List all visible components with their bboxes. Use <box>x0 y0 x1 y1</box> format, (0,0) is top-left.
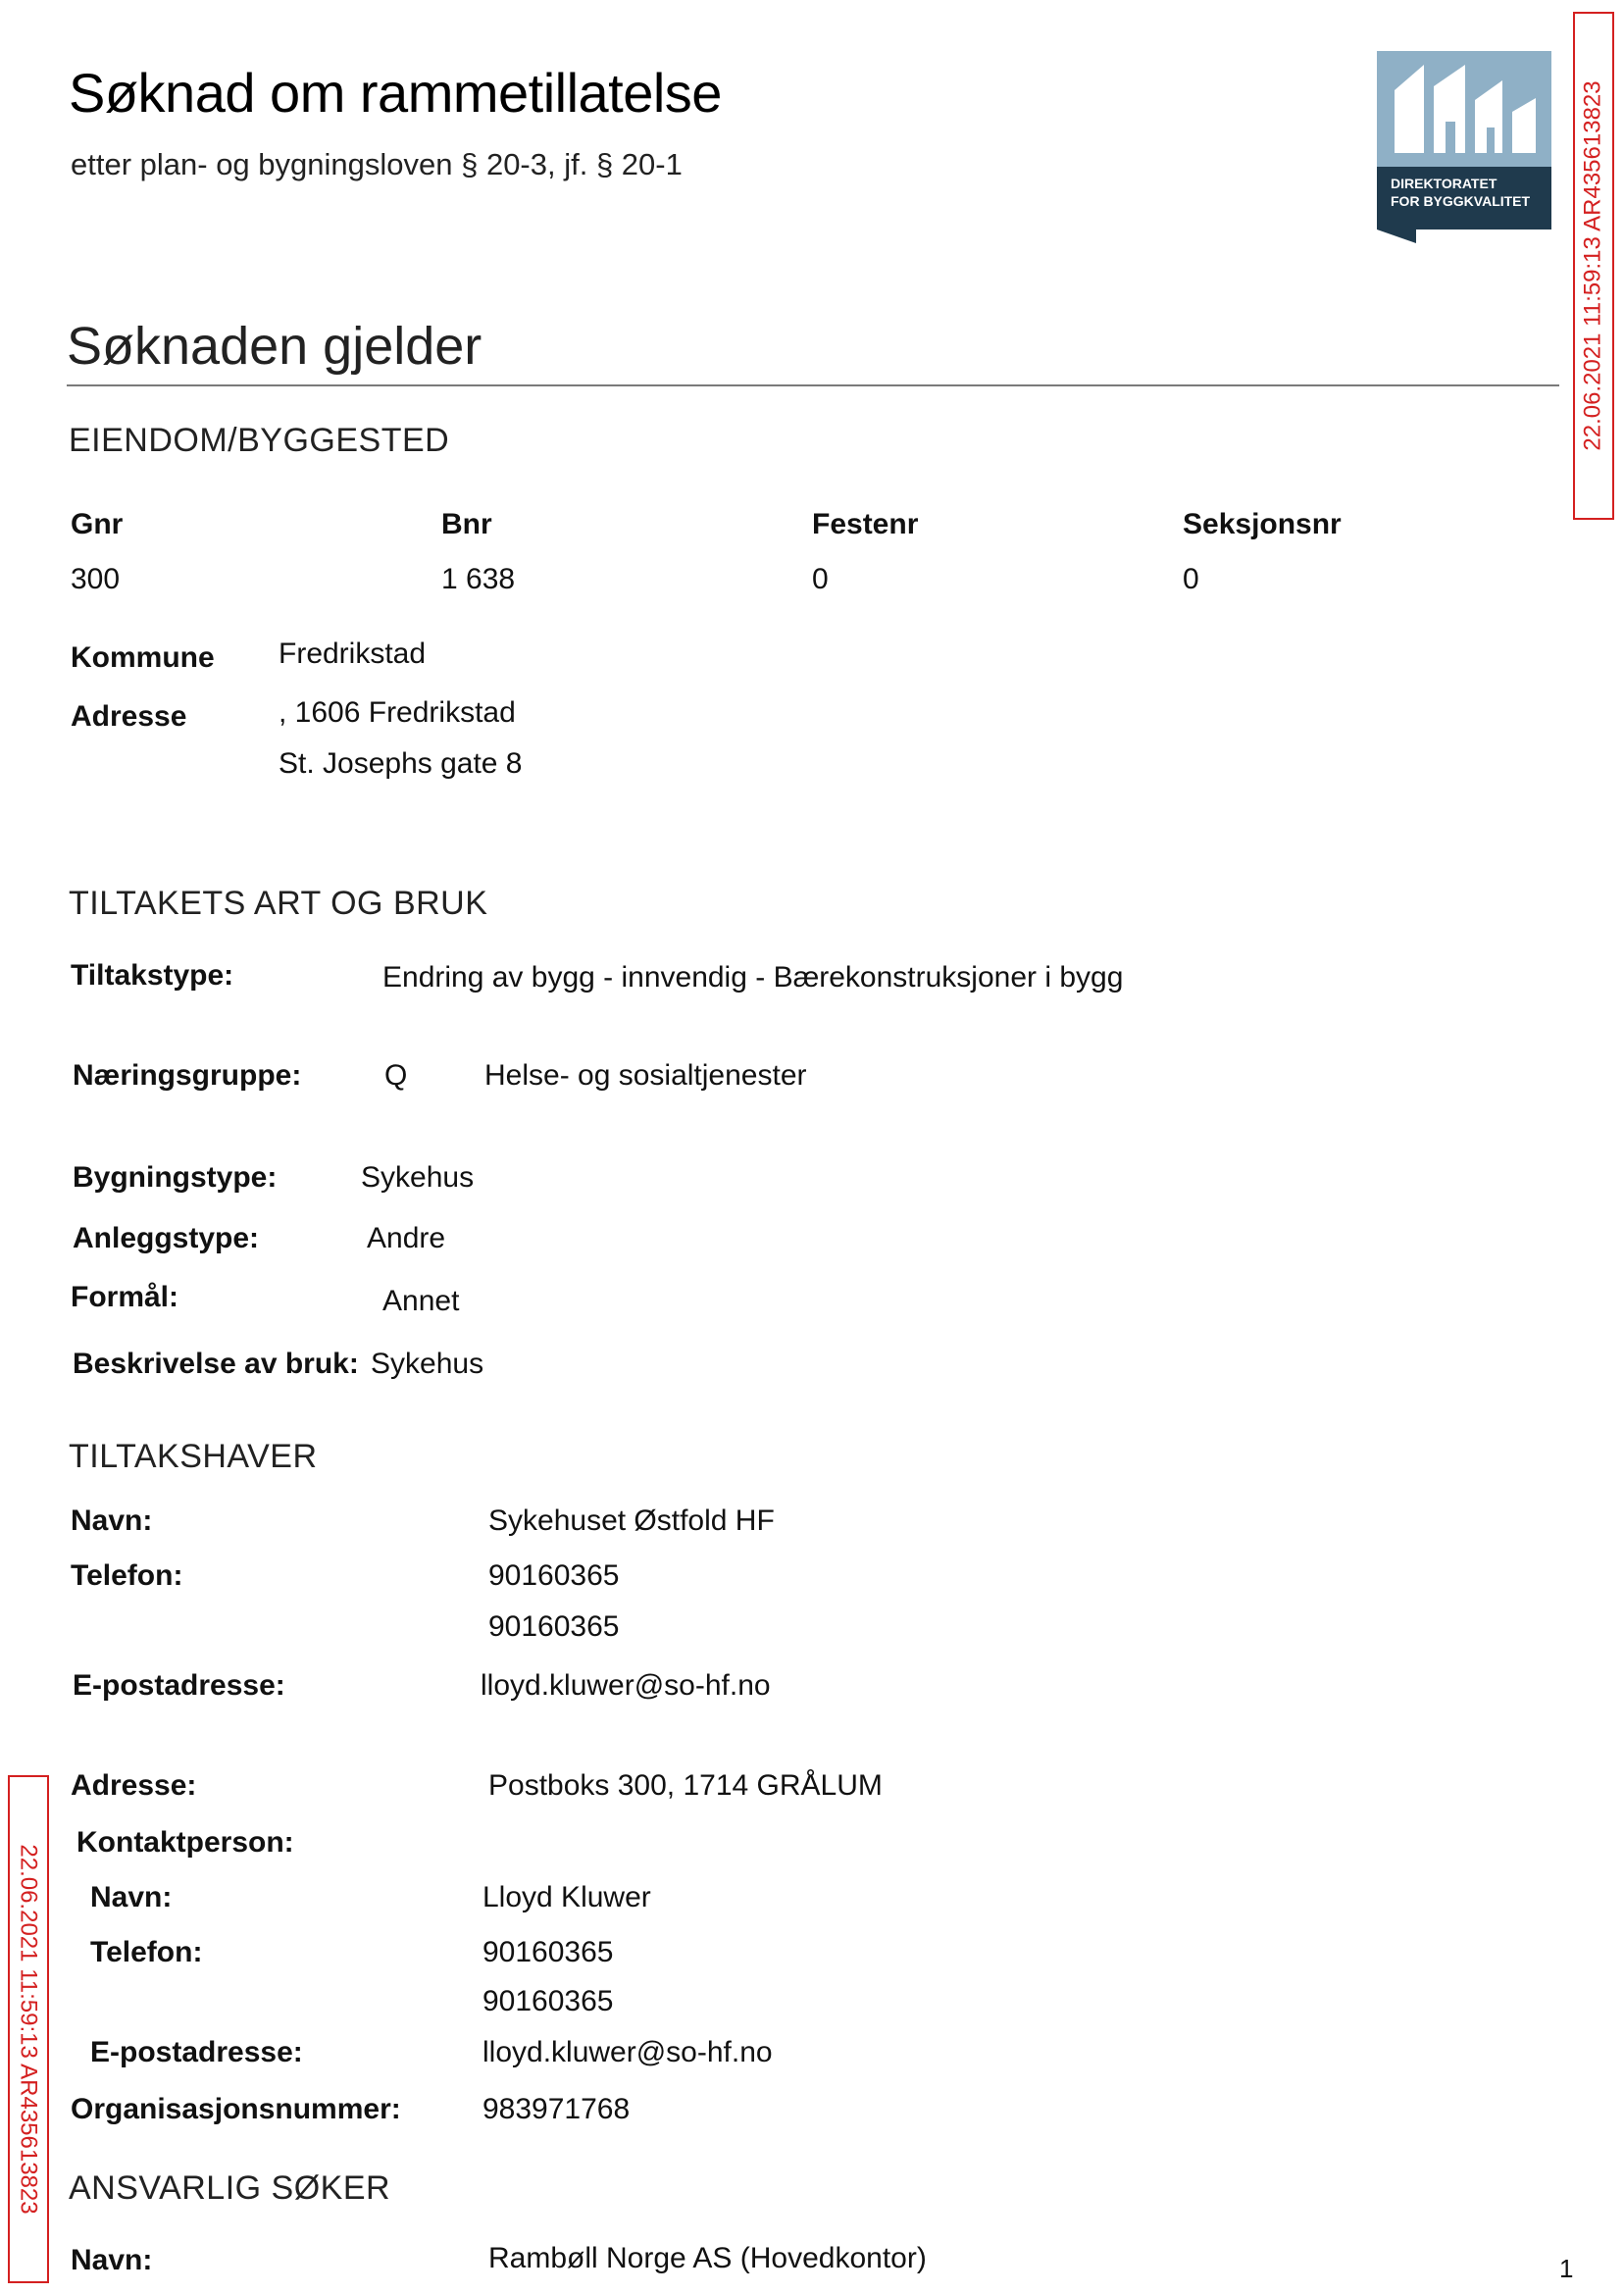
section-eiendom: EIENDOM/BYGGESTED <box>69 422 450 459</box>
logo-text-line2: FOR BYGGKVALITET <box>1391 193 1531 209</box>
main-heading: Søknaden gjelder <box>67 317 482 376</box>
anleggstype-label: Anleggstype: <box>73 1222 260 1254</box>
kommune-value: Fredrikstad <box>279 637 427 670</box>
section-ansvarlig-soker: ANSVARLIG SØKER <box>69 2169 391 2207</box>
dibk-logo <box>1377 51 1551 243</box>
dibk-logo-mark <box>1377 51 1551 243</box>
section-tiltak: TILTAKETS ART OG BRUK <box>69 885 488 922</box>
tiltakshaver-epost-label: E-postadresse: <box>73 1669 285 1702</box>
stamp-text: 22.06.2021 11:59:13 AR435613823 <box>1580 80 1606 451</box>
tiltakshaver-epost-value: lloyd.kluwer@so-hf.no <box>481 1669 771 1702</box>
tiltakstype-value: Endring av bygg - innvendig - Bærekonstruksjoner i bygg <box>382 961 1124 994</box>
archive-stamp-top <box>1573 12 1614 520</box>
tiltakshaver-telefon2: 90160365 <box>488 1610 620 1643</box>
kontakt-navn-label: Navn: <box>90 1881 173 1913</box>
tiltakshaver-telefon-label: Telefon: <box>71 1559 183 1592</box>
formal-value: Annet <box>382 1285 460 1317</box>
kontakt-telefon2: 90160365 <box>482 1985 614 2017</box>
kontakt-navn-value: Lloyd Kluwer <box>482 1881 651 1913</box>
ansvarlig-navn-label: Navn: <box>71 2244 153 2276</box>
document-subtitle: etter plan- og bygningsloven § 20-3, jf. § 20-1 <box>71 147 683 181</box>
section-tiltakshaver: TILTAKSHAVER <box>69 1438 318 1475</box>
col-bnr-label: Bnr <box>441 508 492 540</box>
seksjonsnr-value: 0 <box>1183 563 1199 595</box>
kontakt-telefon-label: Telefon: <box>90 1936 203 1968</box>
tiltakshaver-adresse-label: Adresse: <box>71 1769 197 1802</box>
stamp-text: 22.06.2021 11:59:13 AR435613823 <box>16 1844 42 2215</box>
kontaktperson-label: Kontaktperson: <box>76 1826 294 1859</box>
logo-text-line1: DIREKTORATET <box>1391 176 1497 191</box>
adresse-line2: St. Josephs gate 8 <box>279 747 523 780</box>
naeringsgruppe-code: Q <box>384 1059 408 1092</box>
col-gnr-label: Gnr <box>71 508 124 540</box>
tiltakshaver-telefon1: 90160365 <box>488 1559 620 1592</box>
naeringsgruppe-label: Næringsgruppe: <box>73 1059 302 1092</box>
archive-stamp-bottom <box>8 1775 49 2283</box>
bygningstype-value: Sykehus <box>361 1161 475 1194</box>
tiltakshaver-navn-label: Navn: <box>71 1504 153 1537</box>
col-seksjonsnr-label: Seksjonsnr <box>1183 508 1342 540</box>
adresse-label: Adresse <box>71 700 187 733</box>
orgnr-label: Organisasjonsnummer: <box>71 2093 401 2125</box>
formal-label: Formål: <box>71 1281 179 1313</box>
col-festenr-label: Festenr <box>812 508 919 540</box>
tiltakstype-label: Tiltakstype: <box>71 959 234 992</box>
adresse-line1: , 1606 Fredrikstad <box>279 696 516 729</box>
bnr-value: 1 638 <box>441 563 516 595</box>
beskrivelse-label: Beskrivelse av bruk: <box>73 1348 359 1380</box>
anleggstype-value: Andre <box>367 1222 446 1254</box>
page-number: 1 <box>1559 2254 1574 2283</box>
heading-divider <box>67 384 1559 386</box>
festenr-value: 0 <box>812 563 829 595</box>
beskrivelse-value: Sykehus <box>371 1348 484 1380</box>
kontakt-epost-value: lloyd.kluwer@so-hf.no <box>482 2036 773 2068</box>
bygningstype-label: Bygningstype: <box>73 1161 278 1194</box>
orgnr-value: 983971768 <box>482 2093 631 2125</box>
kommune-label: Kommune <box>71 641 215 674</box>
kontakt-telefon1: 90160365 <box>482 1936 614 1968</box>
tiltakshaver-adresse-value: Postboks 300, 1714 GRÅLUM <box>488 1769 883 1802</box>
ansvarlig-navn-value: Rambøll Norge AS (Hovedkontor) <box>488 2242 927 2274</box>
tiltakshaver-navn-value: Sykehuset Østfold HF <box>488 1504 775 1537</box>
gnr-value: 300 <box>71 563 121 595</box>
document-title: Søknad om rammetillatelse <box>69 62 722 124</box>
kontakt-epost-label: E-postadresse: <box>90 2036 303 2068</box>
naeringsgruppe-value: Helse- og sosialtjenester <box>484 1059 807 1092</box>
